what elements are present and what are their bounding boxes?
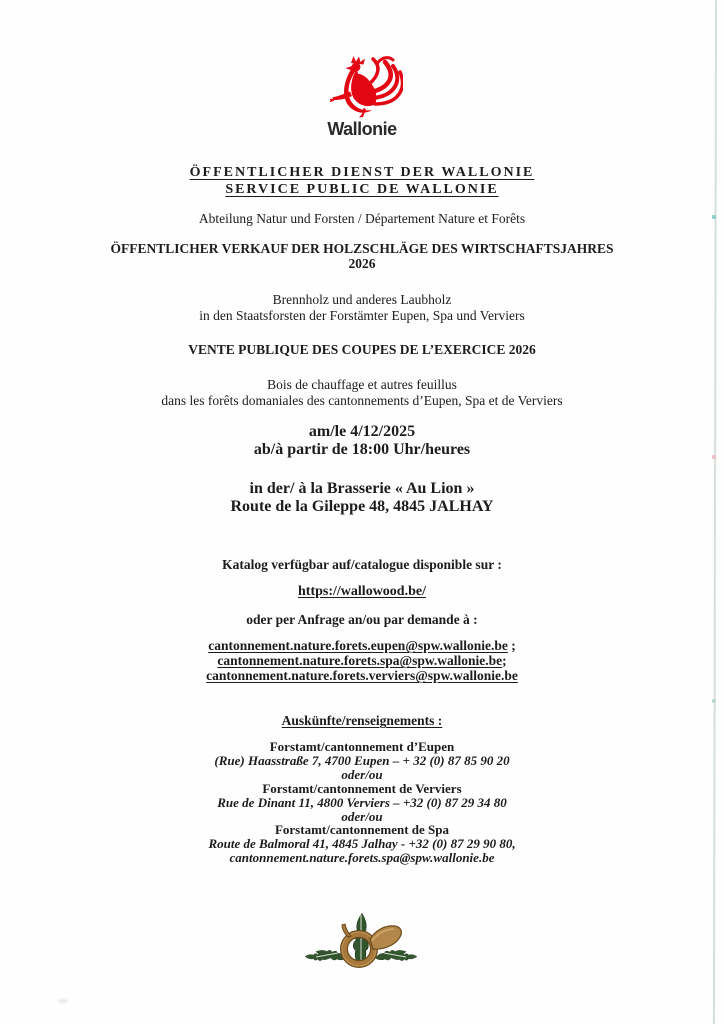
contact-verviers-details: Rue de Dinant 11, 4800 Verviers – +32 (0) 87 29 34 80 <box>217 794 507 810</box>
header-line-de: ÖFFENTLICHER DIENST DER WALLONIE <box>189 165 535 180</box>
hunting-horn-oak-icon <box>302 909 422 981</box>
announcement-subtitle-de <box>0 292 724 323</box>
letterhead <box>0 164 724 198</box>
wallonie-logo <box>0 0 724 139</box>
announcement-subtitle-fr-line1: Bois de chauffage et autres feuillus <box>267 377 457 392</box>
announcement-title-de-line1: ÖFFENTLICHER VERKAUF DER HOLZSCHLÄGE DES WIRTSCHAFTSJAHRES <box>110 241 614 256</box>
event-date: am/le 4/12/2025 <box>308 423 416 440</box>
department-line: Abteilung Natur und Forsten / Département Nature et Forêts <box>198 211 526 226</box>
header-line-fr: SERVICE PUBLIC DE WALLONIE <box>225 182 499 197</box>
wallonie-wordmark: Wallonie <box>327 119 397 139</box>
announcement-subtitle-fr-line2: dans les forêts domaniales des cantonnements d’Eupen, Spa et de Verviers <box>161 392 563 408</box>
announcement-subtitle-de-line1: Brennholz und anderes Laubholz <box>272 292 452 307</box>
email-spa: cantonnement.nature.forets.spa@spw.wallonie.be; <box>217 653 507 668</box>
catalog-url-link: https://wallowood.be/ <box>298 584 426 599</box>
scan-tick-pink <box>712 455 716 459</box>
email-eupen: cantonnement.nature.forets.eupen@spw.wallonie.be ; <box>208 638 516 653</box>
event-time: ab/à partir de 18:00 Uhr/heures <box>253 441 471 458</box>
scan-tick-teal <box>712 215 716 219</box>
rooster-icon <box>321 54 403 118</box>
separator-oder-ou: oder/ou <box>341 808 383 824</box>
event-venue <box>0 480 724 516</box>
contact-spa-name: Forstamt/cantonnement de Spa <box>274 822 450 838</box>
contact-spa-email: cantonnement.nature.forets.spa@spw.wallonie.be <box>229 850 495 866</box>
catalog-url <box>0 584 724 599</box>
catalog-intro: Katalog verfügbar auf/catalogue disponible sur : <box>222 557 502 572</box>
announcement-subtitle-de-line2: in den Staatsforsten der Forstämter Eupen, Spa und Verviers <box>199 307 525 323</box>
forestry-horn-emblem <box>0 909 724 981</box>
contact-eupen-name: Forstamt/cantonnement d’Eupen <box>269 739 455 754</box>
scan-smudge <box>58 999 68 1003</box>
contact-spa-details: Route de Balmoral 41, 4845 Jalhay - +32 (0) 87 29 90 80, <box>208 836 516 852</box>
announcement-title-fr: VENTE PUBLIQUE DES COUPES DE L’EXERCICE 2026 <box>188 342 536 357</box>
event-venue-name: in der/ à la Brasserie « Au Lion » <box>249 480 475 497</box>
event-venue-address: Route de la Gileppe 48, 4845 JALHAY <box>230 498 494 515</box>
announcement-subtitle-fr <box>0 377 724 408</box>
separator-oder-ou: oder/ou <box>341 766 383 782</box>
announcement-title-de-line2: 2026 <box>348 256 376 271</box>
catalog-request: oder per Anfrage an/ou par demande à : <box>246 612 478 627</box>
catalog-email-list <box>0 638 724 683</box>
email-verviers: cantonnement.nature.forets.verviers@spw.wallonie.be <box>206 668 518 683</box>
announcement-title-de <box>0 241 724 271</box>
info-heading: Auskünfte/renseignements : <box>281 713 443 728</box>
contact-eupen-details: (Rue) Haasstraße 7, 4700 Eupen – + 32 (0) 87 85 90 20 <box>214 752 510 768</box>
contact-list <box>0 740 724 865</box>
event-datetime <box>0 423 724 459</box>
scan-tick-teal-2 <box>712 699 716 703</box>
contact-verviers-name: Forstamt/cantonnement de Verviers <box>262 780 462 796</box>
